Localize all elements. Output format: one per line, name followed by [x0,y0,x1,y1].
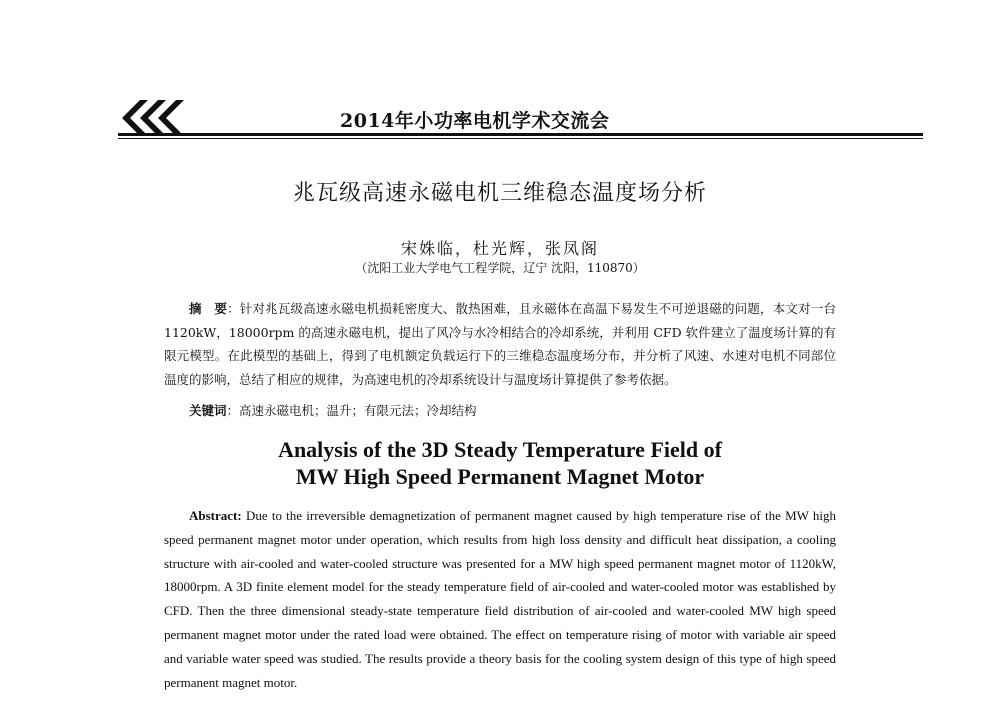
keywords-cn [189,401,477,419]
affiliation-cn: （沈阳工业大学电气工程学院，辽宁 沈阳，110870） [355,261,645,275]
conference-title: 2014年小功率电机学术交流会 [340,110,610,132]
abstract-cn [164,297,836,391]
authors-cn: 宋姝临，杜光辉，张凤阁 [400,239,599,258]
abstract-en-text: Due to the irreversible demagnetization of permanent magnet caused by high temperature rise of the MW high speed permanent magnet motor under operation, which results from high loss density and difficult heat dissipation, a cooling structure with air-cooled and water-cooled structure was presented for a MW high speed permanent magnet motor of 1120kW, 18000rpm. A 3D finite element model for the steady temperature field of air-cooled and water-cooled motor was established by CFD. Then the three dimensional steady-state temperature field distribution of air-cooled and water-cooled MW high speed permanent magnet motor under the rated load were obtained. The effect on temperature rising of motor with variable air speed and variable water speed was studied. The results provide a theory basis for the cooling system design of this type of high speed permanent magnet motor. [164,508,836,690]
paper-title-en-line2: MW High Speed Permanent Magnet Motor [295,464,705,489]
paper-title-cn: 兆瓦级高速永磁电机三维稳态温度场分析 [292,181,707,206]
abstract-en-label: Abstract: [189,508,242,523]
keywords-cn-label: 关键词 [189,403,227,418]
keywords-cn-text: ：高速永磁电机；温升；有限元法；冷却结构 [226,403,477,418]
chevron-logo-icon [120,98,188,138]
paper-title-en [0,436,1000,490]
abstract-en [164,504,836,694]
abstract-cn-text: ：针对兆瓦级高速永磁电机损耗密度大、散热困难，且永磁体在高温下易发生不可逆退磁的问题，本文对一台 1120kW，18000rpm 的高速永磁电机，提出了风冷与水冷相结合的冷却系统，并利用 CFD 软件建立了温度场计算的有限元模型。在此模型的基础上，得到了电机额定负载运行下的三维稳态温度场分布，并分析了风速、水速对电机不同部位温度的影响，总结了相应的规律，为高速电机的冷却系统设计与温度场计算提供了参考依据。 [164,301,836,387]
abstract-cn-label: 摘 要 [189,301,228,316]
header-rule-thin [118,138,923,139]
header-rule [118,133,923,136]
paper-title-en-line1: Analysis of the 3D Steady Temperature Field of [278,437,722,462]
